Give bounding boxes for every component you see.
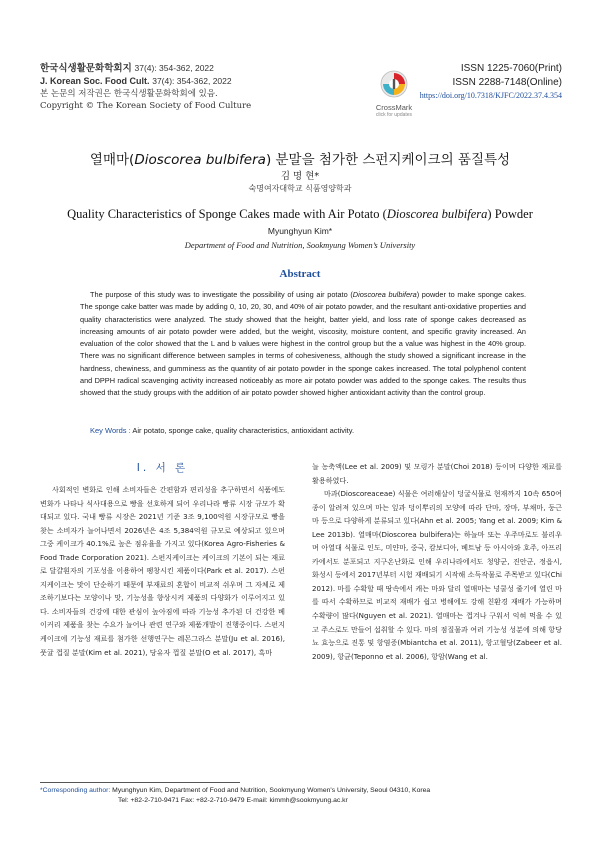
journal-header (40, 62, 340, 112)
copyright-line: Copyright © The Korean Society of Food Culture (40, 101, 252, 111)
author-english: Myunghyun Kim* (267, 226, 333, 236)
crossmark-subtitle: click for updates (375, 112, 413, 118)
copyright-notice-ko: 본 논문의 저작권은 한국식생활문화학회에 있음. (40, 89, 218, 99)
title-en-post: ) Powder (487, 207, 533, 221)
doi-link[interactable]: https://doi.org/10.7318/KJFC/2022.37.4.354 (419, 91, 562, 100)
abstract-species: Dioscorea bulbifera (352, 290, 417, 299)
affiliation-korean: 숙명여자대학교 식품영양학과 (248, 184, 352, 193)
journal-name-ko: 한국식생활문화학회지 (40, 63, 132, 74)
keywords-label: Key Words : (90, 426, 131, 435)
title-ko-species: Dioscorea bulbifera (134, 152, 266, 168)
title-ko-pre: 열매마( (89, 152, 135, 168)
footnote-divider (40, 782, 240, 783)
issn-block (414, 62, 562, 102)
corresponding-author-footnote (40, 786, 560, 806)
footnote-contact: Tel: +82-2-710-9471 Fax: +82-2-710-9479 E-mail: kimmh@sookmyung.ac.kr (118, 797, 348, 804)
abstract-text-post: ) powder to make sponge cakes. The sponge cake batter was made by adding 0, 10, 20, 30, and 40% of air potato powder, and the resultant anti-oxidative properties and quality characteristics were analyzed. The study showed that the height, batter yield, and loss rate of sponge cakes decreased as increasing amounts of air potato powder were added, but the weight, viscosity, moisture content, and specific gravity increased. An evaluation of the color showed that the L and b values were highest in the control group but the a value was highest in the 40% group. There was no significant difference between samples in terms of cohesiveness, although the study showed a significant increase in the hardness, chewiness, and gumminess as the quantity of air potato powder in the sponge cakes increased. The total polyphenol content and DPPH radical scavenging activity increased noticeably as more air potato powder was added to the sponge cakes. The results thus showed that the study groups with the addition of air potato powder showed higher antioxidant activity than the control group. (80, 290, 526, 398)
title-en-pre: Quality Characteristics of Sponge Cakes made with Air Potato ( (67, 207, 387, 221)
body-column-right (312, 460, 562, 663)
journal-citation-en: 37(4): 354-362, 2022 (152, 76, 232, 86)
affiliation-english: Department of Food and Nutrition, Sookmyung Women’s University (184, 240, 416, 250)
issn-print: ISSN 1225-7060(Print) (460, 63, 562, 74)
title-korean (0, 148, 600, 168)
keywords-line (90, 426, 530, 435)
abstract-text-pre: The purpose of this study was to investigate the possibility of using air potato ( (90, 290, 353, 299)
author-korean: 김 명 현* (280, 171, 320, 182)
journal-name-en: J. Korean Soc. Food Cult. (40, 76, 150, 86)
title-ko-post: ) 분말을 첨가한 스펀지케이크의 품질특성 (265, 152, 511, 168)
title-en-species: Dioscorea bulbifera (386, 207, 488, 221)
abstract-heading: Abstract (279, 268, 321, 280)
journal-citation-ko: 37(4): 354-362, 2022 (134, 63, 214, 73)
keywords-list: Air potato, sponge cake, quality characteristics, antioxidant activity. (132, 426, 355, 435)
intro-paragraph-1-cont: 늘 농축액(Lee et al. 2009) 및 모링가 분말(Choi 2018) 등이며 다양한 재료를 활용하였다. (312, 462, 562, 485)
issn-online: ISSN 2288-7148(Online) (452, 77, 562, 88)
crossmark-icon (380, 70, 408, 98)
intro-paragraph-1: 사회적인 변화로 인해 소비자들은 간편함과 편리성을 추구하면서 식품에도 변화가 나타나 식사대용으로 빵을 선호하게 되어 우리나라 빵류 시장 규모가 확대되고 있다. 국내 빵류 시장은 2021년 기준 3조 9,100억원 시장규모로 빵을 찾는 소비자가 늘어나면서 2026년은 4조 5,384억원 규모로 예상되고 있으며 그중 케이크가 40.1%로 높은 점유율을 가지고 있다(Korea Agro-Fisheries & Food Trade Corporation 2021). 스펀지케이크는 케이크의 기본이 되는 재료로 달걀흰자의 기포성을 이용하여 팽창시킨 제품이다(Park et al. 2017). 스펀지케이크는 맛이 단순하기 때문에 부재료의 혼합이 비교적 쉬우며 그 자체로 제조하기보다는 모양이나 맛, 기능성을 향상시켜 제품의 다양화가 이루어지고 있다. 소비자들의 건강에 대한 관심이 높아짐에 따라 기능성 추가된 더 건강한 베이커리 제품을 찾는 수요가 늘어나 관련 연구와 제품개발이 진행중이다. 스펀지케이크에 기능성 재료를 첨가한 선행연구는 레몬그라스 분말(Ju et al. 2016), 풋귤 껍질 분말(Kim et al. 2021), 당유자 껍질 분말(O et al. 2017), 흑마 (40, 485, 285, 657)
crossmark-title: CrossMark (375, 103, 413, 112)
section-heading-introduction: I. 서 론 (136, 462, 189, 474)
body-column-left (40, 460, 285, 659)
intro-paragraph-2: 마과(Dioscoreaceae) 식물은 여러해살이 덩굴식물로 현재까지 10속 650여 종이 알려져 있으며 마는 잎과 덩이뿌리의 모양에 따라 단마, 장마, 부채마, 둥근마 등으로 다양하게 분류되고 있다(Ahn et al. 2005; Yang et al. 2009; Kim & Lee 2013b). 열매마(Dioscorea bulbifera)는 하늘마 또는 우주마로도 불리우며 아열대 식물로 인도, 미얀마, 중국, 캄보디아, 베트남 등 아시아와 호주, 아프리카에서도 분포되고 지구온난화로 인해 우리나라에서도 청양군, 진안군, 정읍시, 화성시 등에서 2017년부터 시험 재배되기 시작해 소득작물로 주목받고 있다(Chi 2012). 마를 수확할 때 땅속에서 캐는 마와 달리 열매마는 넝쿨성 줄기에 열린 마를 따서 수확하므로 비교적 재배가 쉽고 병해에도 강해 친환경 재배가 가능하며 수확량이 많다(Nguyen et al. 2021). 열매마는 껍겨나 구워서 익혀 먹을 수 있고 주스로도 만들어 섭취할 수 있다. 마의 점질물과 여러 기능성 성분에 의해 항당뇨 효능으로 진통 및 항염증(Mbiantcha et al. 2011), 항고혈당(Zabeer et al. 2009), 항균(Teponno et al. 2006), 항암(Wang et al. (312, 489, 562, 661)
title-english (0, 207, 600, 222)
abstract-text (80, 289, 526, 400)
footnote-label: *Corresponding author: (40, 787, 111, 794)
footnote-address: Myunghyun Kim, Department of Food and Nutrition, Sookmyung Women's University, Seoul 04310, Korea (112, 787, 431, 794)
